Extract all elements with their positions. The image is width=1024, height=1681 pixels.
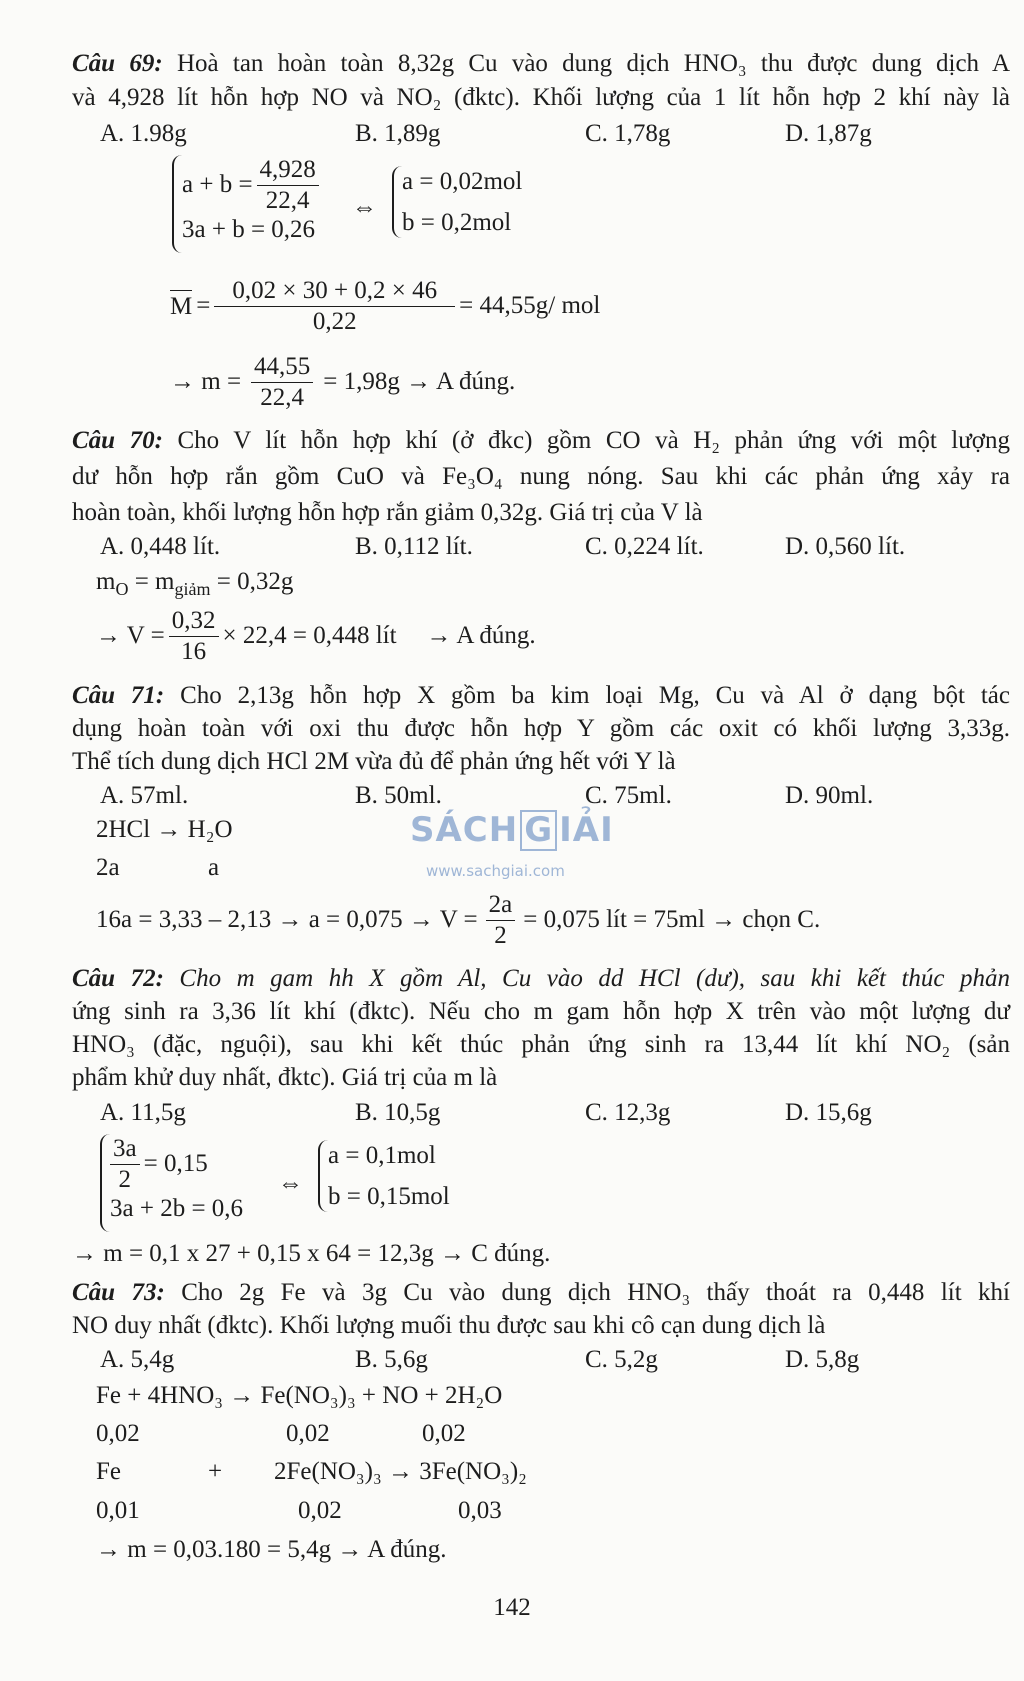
q69-label: Câu 69: xyxy=(72,50,163,77)
q72-system-left: $\frac{3a}{2}$ = 0,15 3a + 2b = 0,6 xyxy=(100,1134,243,1232)
fraction: $\frac{4,928}{22,4}$ xyxy=(257,155,319,216)
q69-line2: và 4,928 lít hỗn hợp NO và NO₂ (đktc). Khối lượng của 1 lít hỗn hợp 2 khí này là xyxy=(72,84,1010,111)
q70-label: Câu 70: xyxy=(72,427,163,454)
q73-label: Câu 73: xyxy=(72,1279,165,1306)
option-d: D. 5,8g xyxy=(785,1346,860,1373)
fraction: $\frac{44,55}{22,4}$ xyxy=(251,352,313,413)
option-c: C. 5,2g xyxy=(585,1346,658,1373)
q71-line2: dụng hoàn toàn với oxi thu được hỗn hợp Y gồm các oxit có khối lượng 3,33g. xyxy=(72,715,1010,742)
q72-line4: phẩm khử duy nhất, đktc). Giá trị của m là xyxy=(72,1064,498,1091)
equivalence-symbol: ⇔ xyxy=(278,1170,303,1197)
option-d: D. 15,6g xyxy=(785,1099,872,1126)
option-d: D. 90ml. xyxy=(785,782,874,809)
equivalence-symbol: ⇔ xyxy=(352,194,377,221)
q71-label: Câu 71: xyxy=(72,682,165,709)
q73-eq2-plus: + xyxy=(208,1458,223,1485)
q72-label: Câu 72: xyxy=(72,965,164,992)
q73-equation1: Fe + 4HNO₃ → Fe(NO₃)₃ + NO + 2H₂O xyxy=(96,1382,503,1409)
q70-line3: hoàn toàn, khối lượng hỗn hợp rắn giảm 0,32g. Giá trị của V là xyxy=(72,499,703,526)
q73-eq2-fe: Fe xyxy=(96,1458,121,1485)
q73-eq2-mol-2: 0,02 xyxy=(298,1497,342,1524)
q72-line1: Câu 72: Cho m gam hh X gồm Al, Cu vào dd HCl (dư), sau khi kết thúc phản xyxy=(72,965,1011,992)
q70-step2: → V = $\frac{0,32}{16}$ × 22,4 = 0,448 lít → A đúng. xyxy=(96,607,536,665)
option-a: A. 11,5g xyxy=(100,1099,186,1126)
q73-line1: Câu 73: Cho 2g Fe và 3g Cu vào dung dịch HNO₃ thấy thoát ra 0,448 lít khí xyxy=(72,1279,1010,1306)
q72-system-right: a = 0,1mol b = 0,15mol xyxy=(318,1140,450,1212)
q73-equation2: 2Fe(NO₃)₃ → 3Fe(NO₃)₂ xyxy=(274,1458,527,1485)
page-number: 142 xyxy=(493,1594,531,1621)
option-a: A. 0,448 lít. xyxy=(100,533,221,560)
option-c: C. 75ml. xyxy=(585,782,672,809)
q69-molar-mass: M = $\frac{0,02 \times 30 + 0,2 \times 46}{0,22}$ = 44,55g/ mol xyxy=(170,277,601,335)
option-a: A. 5,4g xyxy=(100,1346,175,1373)
q69-system-right: a = 0,02mol b = 0,2mol xyxy=(392,166,522,238)
q69-system-left: a + b = $\frac{4,928}{22,4}$ 3a + b = 0,26 xyxy=(172,155,323,253)
q73-eq2-mol-1: 0,01 xyxy=(96,1497,140,1524)
q69-result: → m = $\frac{44,55}{22,4}$ = 1,98g → A đúng. xyxy=(170,353,516,411)
q73-eq1-mol-1: 0,02 xyxy=(96,1420,140,1447)
q71-mol-2a: 2a xyxy=(96,854,120,881)
q69-line1: Câu 69: Hoà tan hoàn toàn 8,32g Cu vào dung dịch HNO₃ thu được dung dịch A xyxy=(72,50,1010,77)
option-c: C. 12,3g xyxy=(585,1099,671,1126)
q72-line3: HNO₃ (đặc, nguội), sau khi kết thúc phản ứng sinh ra 13,44 lít khí NO₂ (sản xyxy=(72,1031,1010,1058)
q70-line2: dư hỗn hợp rắn gồm CuO và Fe₃O₄ nung nóng. Sau khi các phản ứng xảy ra xyxy=(72,463,1010,490)
q73-result: → m = 0,03.180 = 5,4g → A đúng. xyxy=(96,1536,447,1563)
option-d: D. 0,560 lít. xyxy=(785,533,906,560)
option-b: B. 5,6g xyxy=(355,1346,428,1373)
q71-line3: Thể tích dung dịch HCl 2M vừa đủ để phản ứng hết với Y là xyxy=(72,748,676,775)
watermark-url: www.sachgiai.com xyxy=(426,862,565,880)
q72-result: → m = 0,1 x 27 + 0,15 x 64 = 12,3g → C đúng. xyxy=(72,1240,551,1267)
fraction: $\frac{0,02 \times 30 + 0,2 \times 46}{0,22}$ xyxy=(214,276,455,337)
option-a: A. 1.98g xyxy=(100,120,187,147)
q71-reaction: 2HCl → H₂O xyxy=(96,816,233,843)
fraction: $\frac{3a}{2}$ xyxy=(110,1134,140,1195)
q73-eq1-mol-3: 0,02 xyxy=(422,1420,466,1447)
q71-solution: 16a = 3,33 – 2,13 → a = 0,075 → V = $\frac{2a}{2}$ = 0,075 lít = 75ml → chọn C. xyxy=(96,891,821,949)
q73-line2: NO duy nhất (đktc). Khối lượng muối thu được sau khi cô cạn dung dịch là xyxy=(72,1312,826,1339)
q73-eq1-mol-2: 0,02 xyxy=(286,1420,330,1447)
q72-line2: ứng sinh ra 3,36 lít khí (đktc). Nếu cho m gam hỗn hợp X trên vào một lượng dư xyxy=(72,998,1010,1025)
option-b: B. 10,5g xyxy=(355,1099,441,1126)
q71-mol-a: a xyxy=(208,854,220,881)
option-d: D. 1,87g xyxy=(785,120,872,147)
option-b: B. 1,89g xyxy=(355,120,441,147)
fraction: $\frac{0,32}{16}$ xyxy=(169,606,219,667)
q70-line1: Câu 70: Cho V lít hỗn hợp khí (ở đkc) gồm CO và H₂ phản ứng với một lượng xyxy=(72,427,1011,454)
watermark-logo: SÁCH G IẢI xyxy=(410,810,614,850)
option-c: C. 1,78g xyxy=(585,120,671,147)
q73-eq2-mol-3: 0,03 xyxy=(458,1497,502,1524)
option-a: A. 57ml. xyxy=(100,782,189,809)
q70-step1: $m_O = m_{giảm} = 0,32g$ xyxy=(96,568,294,599)
option-c: C. 0,224 lít. xyxy=(585,533,704,560)
fraction: $\frac{2a}{2}$ xyxy=(486,890,516,951)
option-b: B. 0,112 lít. xyxy=(355,533,473,560)
option-b: B. 50ml. xyxy=(355,782,442,809)
q71-line1: Câu 71: Cho 2,13g hỗn hợp X gồm ba kim loại Mg, Cu và Al ở dạng bột tác xyxy=(72,682,1010,709)
